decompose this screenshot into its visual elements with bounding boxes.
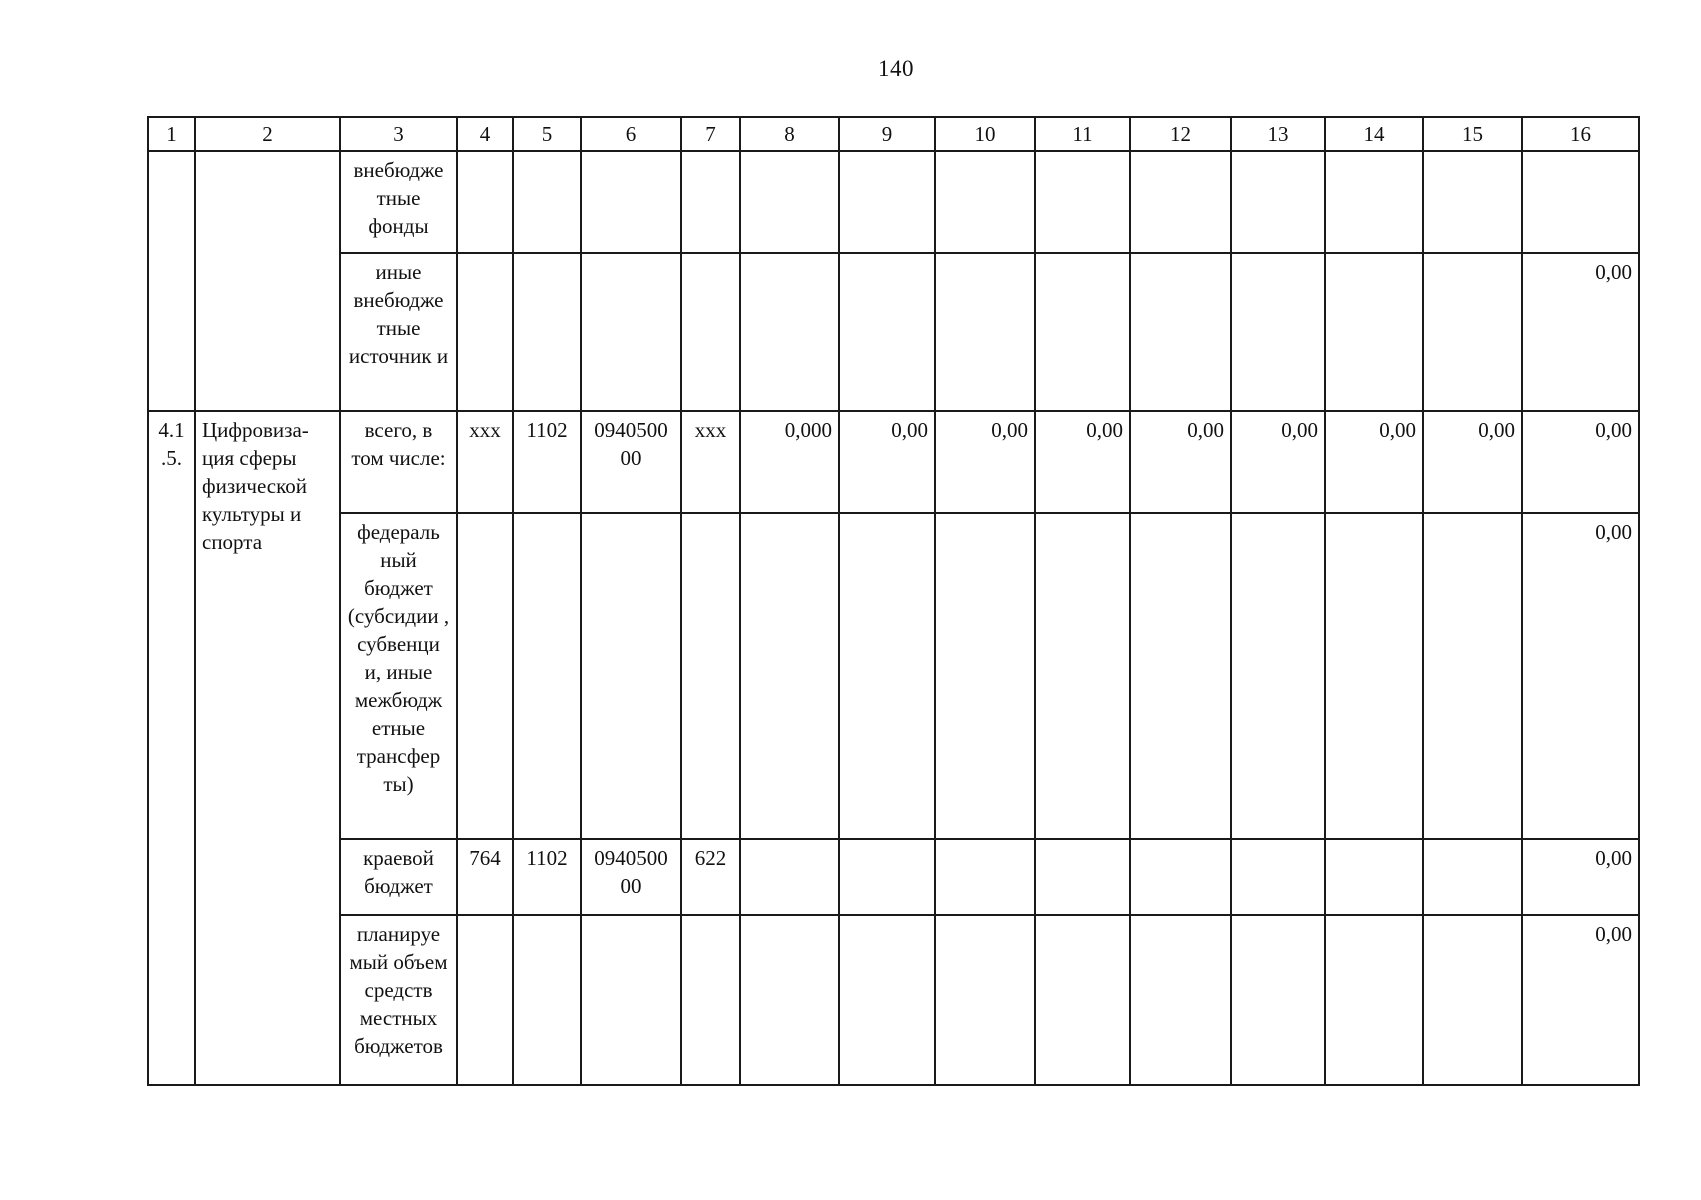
table-row (148, 513, 1639, 839)
grbs-code-cell: 764 (457, 839, 513, 915)
table-cell (1035, 513, 1130, 839)
header-cell: 1 (148, 117, 195, 151)
table-cell (1035, 151, 1130, 253)
table-cell (1231, 253, 1325, 411)
table-cell (839, 513, 935, 839)
table-header-row (148, 117, 1639, 151)
total-cell: 0,00 (1522, 839, 1639, 915)
value-cell: 0,00 (1035, 411, 1130, 513)
table-cell (1231, 513, 1325, 839)
header-cell: 12 (1130, 117, 1231, 151)
funding-source-cell: иные внебюдже тные источник и (340, 253, 457, 411)
header-cell: 10 (935, 117, 1035, 151)
table-cell (1522, 151, 1639, 253)
table-cell (935, 151, 1035, 253)
header-cell: 13 (1231, 117, 1325, 151)
table-cell (581, 513, 681, 839)
table-cell (740, 915, 839, 1085)
table-row (148, 915, 1639, 1085)
table-cell (1325, 513, 1423, 839)
table-cell (581, 151, 681, 253)
measure-name-cell (195, 151, 340, 411)
value-cell: 0,00 (1325, 411, 1423, 513)
header-cell: 9 (839, 117, 935, 151)
table-cell (935, 253, 1035, 411)
table-cell (513, 151, 581, 253)
value-cell: 0,00 (1231, 411, 1325, 513)
table-cell (1231, 151, 1325, 253)
table-cell (740, 253, 839, 411)
row-number-cell: 4.1 .5. (148, 411, 195, 1085)
table-cell (1325, 839, 1423, 915)
table-cell (1325, 915, 1423, 1085)
value-cell: 0,00 (935, 411, 1035, 513)
table-cell (740, 151, 839, 253)
row-number-cell (148, 151, 195, 411)
header-cell: 11 (1035, 117, 1130, 151)
expense-type-cell: ххх (681, 411, 740, 513)
table-cell (681, 915, 740, 1085)
table-cell (1423, 253, 1522, 411)
table-cell (1130, 839, 1231, 915)
funding-source-cell: всего, в том числе: (340, 411, 457, 513)
section-code-cell: 1102 (513, 411, 581, 513)
table-row (148, 411, 1639, 513)
table-cell (1423, 915, 1522, 1085)
table-cell (681, 513, 740, 839)
table-cell (1423, 839, 1522, 915)
table-cell (581, 915, 681, 1085)
table-cell (1231, 839, 1325, 915)
table-cell (513, 513, 581, 839)
funding-source-cell: планируе мый объем средств местных бюджетов (340, 915, 457, 1085)
total-cell: 0,00 (1522, 513, 1639, 839)
table-cell (681, 151, 740, 253)
table-cell (740, 513, 839, 839)
value-cell: 0,00 (1423, 411, 1522, 513)
header-cell: 6 (581, 117, 681, 151)
total-cell: 0,00 (1522, 411, 1639, 513)
table-cell (839, 839, 935, 915)
header-cell: 4 (457, 117, 513, 151)
header-cell: 8 (740, 117, 839, 151)
header-cell: 14 (1325, 117, 1423, 151)
table-cell (1325, 151, 1423, 253)
target-code-cell: 0940500 00 (581, 839, 681, 915)
target-code-cell: 0940500 00 (581, 411, 681, 513)
table-cell (457, 253, 513, 411)
value-cell: 0,000 (740, 411, 839, 513)
header-cell: 2 (195, 117, 340, 151)
table-cell (935, 915, 1035, 1085)
funding-source-cell: краевой бюджет (340, 839, 457, 915)
table-cell (1325, 253, 1423, 411)
table-cell (457, 151, 513, 253)
table-cell (513, 253, 581, 411)
table-cell (935, 513, 1035, 839)
header-cell: 5 (513, 117, 581, 151)
table-cell (839, 915, 935, 1085)
funding-source-cell: внебюдже тные фонды (340, 151, 457, 253)
measure-name-cell: Цифровиза-ция сферы физической культуры и спорта (195, 411, 340, 1085)
page-number: 140 (878, 56, 914, 81)
total-cell: 0,00 (1522, 253, 1639, 411)
table-cell (1231, 915, 1325, 1085)
section-code-cell: 1102 (513, 839, 581, 915)
header-cell: 7 (681, 117, 740, 151)
table-cell (839, 253, 935, 411)
table-cell (935, 839, 1035, 915)
table-cell (1130, 253, 1231, 411)
value-cell: 0,00 (839, 411, 935, 513)
header-cell: 16 (1522, 117, 1639, 151)
table-cell (1035, 915, 1130, 1085)
value-cell: 0,00 (1130, 411, 1231, 513)
table-cell (681, 253, 740, 411)
table-cell (581, 253, 681, 411)
table-cell (1130, 915, 1231, 1085)
table-cell (1035, 253, 1130, 411)
table-cell (1423, 151, 1522, 253)
header-cell: 15 (1423, 117, 1522, 151)
funding-source-cell: федераль ный бюджет (субсидии , субвенци и, иные межбюдж етные трансфер ты) (340, 513, 457, 839)
table-cell (839, 151, 935, 253)
table-cell (457, 513, 513, 839)
table-cell (1130, 513, 1231, 839)
table-cell (457, 915, 513, 1085)
table-cell (1035, 839, 1130, 915)
table-cell (1423, 513, 1522, 839)
table-row (148, 253, 1639, 411)
expense-type-cell: 622 (681, 839, 740, 915)
table-row (148, 839, 1639, 915)
header-cell: 3 (340, 117, 457, 151)
table-row (148, 151, 1639, 253)
total-cell: 0,00 (1522, 915, 1639, 1085)
grbs-code-cell: ххх (457, 411, 513, 513)
budget-table (147, 116, 1640, 1086)
table-cell (740, 839, 839, 915)
table-cell (1130, 151, 1231, 253)
table-cell (513, 915, 581, 1085)
